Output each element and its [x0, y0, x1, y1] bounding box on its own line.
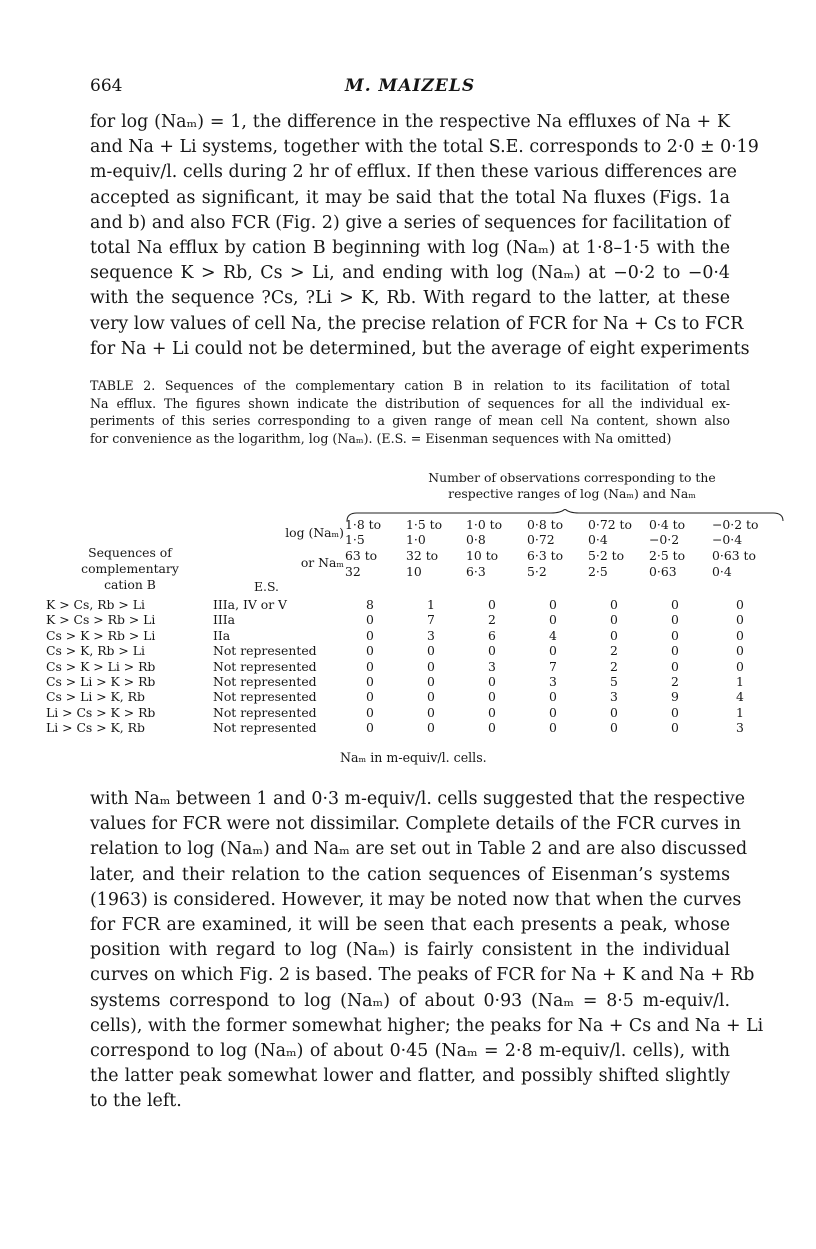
- paragraph-2: [90, 787, 764, 1115]
- text-line: position with regard to log (Naₘ) is fairly consistent in the individual: [90, 940, 730, 961]
- count-cell: 0: [427, 689, 435, 705]
- count-cell: 0: [671, 643, 679, 659]
- nam-range-to: 6·3: [466, 564, 486, 579]
- caption-line: periments of this series corresponding to a given range of mean cell Na content, shown also: [90, 413, 730, 429]
- text-line: for log (Naₘ) = 1, the difference in the respective Na effluxes of Na + K: [90, 112, 730, 132]
- caption-line: TABLE 2. Sequences of the complementary cation B in relation to its facilitation of total: [90, 378, 730, 393]
- nam-range-to: 5·2: [527, 564, 547, 579]
- sequence-header-line: cation B: [104, 577, 156, 592]
- count-cell: 0: [736, 627, 744, 643]
- count-cell: 0: [671, 597, 679, 612]
- es-cell: Not represented: [213, 720, 317, 736]
- count-cell: 0: [610, 720, 618, 736]
- count-cell: 0: [427, 674, 435, 689]
- nam-range-from: 63 to: [345, 548, 378, 563]
- text-line: very low values of cell Na, the precise relation of FCR for Na + Cs to FCR: [90, 313, 744, 334]
- count-cell: 0: [549, 689, 557, 705]
- es-cell: IIIa, IV or V: [213, 597, 287, 612]
- count-cell: 0: [549, 612, 557, 628]
- count-cell: 0: [671, 627, 679, 643]
- sequence-cell: Cs > K > Li > Rb: [46, 658, 156, 674]
- count-cell: 0: [488, 704, 496, 720]
- count-cell: 1: [736, 704, 744, 720]
- es-cell: Not represented: [213, 689, 317, 705]
- caption-line: for convenience as the logarithm, log (Naₘ). (E.S. = Eisenman sequences with Na omitted): [90, 430, 672, 446]
- count-cell: 0: [488, 643, 496, 659]
- nam-range-from: 2·5 to: [649, 548, 686, 563]
- nam-range-to: 0·63: [649, 564, 677, 579]
- count-cell: 0: [427, 720, 435, 736]
- count-cell: 0: [610, 612, 618, 628]
- log-range-from: 0·8 to: [527, 517, 564, 532]
- text-line: for Na + Li could not be determined, but the average of eight experiments: [90, 338, 750, 359]
- log-range-from: 0·4 to: [649, 517, 686, 532]
- page-number: 664: [90, 76, 123, 96]
- count-cell: 7: [427, 612, 435, 628]
- nam-range-to: 2·5: [588, 564, 608, 579]
- count-cell: 0: [549, 720, 557, 736]
- count-cell: 0: [488, 689, 496, 705]
- text-line: correspond to log (Naₘ) of about 0·45 (Naₘ = 2·8 m-equiv/l. cells), with: [90, 1041, 730, 1062]
- page-header: [90, 76, 730, 104]
- group-header-line: respective ranges of log (Naₘ) and Naₘ: [448, 486, 696, 501]
- log-range-from: 1·5 to: [406, 517, 443, 532]
- log-nam-label: log (Naₘ): [285, 525, 344, 540]
- count-cell: 0: [736, 612, 744, 628]
- log-range-from: −0·2 to: [712, 517, 759, 532]
- text-line: and Na + Li systems, together with the total S.E. corresponds to 2·0 ± 0·19: [90, 137, 759, 158]
- count-cell: 5: [610, 674, 618, 689]
- count-cell: 8: [366, 597, 374, 612]
- count-cell: 4: [549, 627, 557, 643]
- count-cell: 3: [488, 658, 496, 674]
- count-cell: 0: [671, 658, 679, 674]
- log-range-from: 1·0 to: [466, 517, 503, 532]
- sequence-cell: Cs > K > Rb > Li: [46, 627, 156, 643]
- count-cell: 1: [736, 674, 744, 689]
- caption-line: Na efflux. The figures shown indicate the distribution of sequences for all the individual ex-: [90, 395, 730, 411]
- log-range-to: 0·72: [527, 532, 555, 547]
- nam-label: or Naₘ: [300, 555, 344, 570]
- text-line: the latter peak somewhat lower and flatter, and possibly shifted slightly: [90, 1066, 730, 1087]
- count-cell: 0: [366, 627, 374, 643]
- log-range-to: −0·4: [712, 532, 743, 547]
- paragraph-1: [90, 110, 759, 362]
- count-cell: 4: [736, 689, 744, 705]
- text-line: for FCR are examined, it will be seen that each presents a peak, whose: [90, 915, 730, 936]
- es-cell: IIa: [213, 627, 231, 643]
- count-cell: 0: [366, 720, 374, 736]
- count-cell: 0: [366, 689, 374, 705]
- sequence-cell: Li > Cs > K, Rb: [46, 720, 145, 736]
- count-cell: 1: [427, 597, 435, 612]
- count-cell: 0: [427, 704, 435, 720]
- group-header-line: Number of observations corresponding to the: [428, 470, 716, 485]
- count-cell: 3: [736, 720, 744, 736]
- nam-range-from: 5·2 to: [588, 548, 625, 563]
- text-line: systems correspond to log (Naₘ) of about 0·93 (Naₘ = 8·5 m-equiv/l.: [90, 990, 730, 1011]
- sequence-header-line: complementary: [81, 561, 179, 576]
- count-cell: 0: [736, 643, 744, 659]
- count-cell: 0: [610, 704, 618, 720]
- nam-range-to: 10: [406, 564, 422, 579]
- count-cell: 2: [488, 612, 496, 628]
- count-cell: 7: [549, 658, 557, 674]
- count-cell: 0: [366, 674, 374, 689]
- count-cell: 2: [610, 658, 618, 674]
- sequence-cell: Li > Cs > K > Rb: [46, 704, 156, 720]
- es-cell: Not represented: [213, 674, 317, 689]
- es-cell: IIIa: [213, 612, 236, 628]
- log-range-to: −0·2: [649, 532, 680, 547]
- count-cell: 0: [366, 612, 374, 628]
- text-line: m-equiv/l. cells during 2 hr of efflux. If then these various differences are: [90, 162, 737, 183]
- text-line: curves on which Fig. 2 is based. The peaks of FCR for Na + K and Na + Rb: [90, 965, 755, 986]
- text-line: sequence K > Rb, Cs > Li, and ending with log (Naₘ) at −0·2 to −0·4: [90, 263, 730, 284]
- count-cell: 3: [427, 627, 435, 643]
- count-cell: 0: [427, 643, 435, 659]
- count-cell: 2: [610, 643, 618, 659]
- log-range-to: 0·8: [466, 532, 486, 547]
- count-cell: 0: [427, 658, 435, 674]
- log-range-to: 1·0: [406, 532, 426, 547]
- count-cell: 3: [610, 689, 618, 705]
- log-range-from: 0·72 to: [588, 517, 632, 532]
- count-cell: 0: [366, 643, 374, 659]
- sequence-header-line: Sequences of: [88, 545, 172, 560]
- count-cell: 0: [488, 720, 496, 736]
- nam-range-from: 6·3 to: [527, 548, 564, 563]
- nam-range-from: 0·63 to: [712, 548, 756, 563]
- count-cell: 0: [671, 704, 679, 720]
- count-cell: 0: [671, 612, 679, 628]
- count-cell: 0: [549, 643, 557, 659]
- text-line: cells), with the former somewhat higher; the peaks for Na + Cs and Na + Li: [90, 1015, 764, 1036]
- log-range-to: 0·4: [588, 532, 608, 547]
- log-range-to: 1·5: [345, 532, 365, 547]
- running-head: M. MAIZELS: [344, 76, 476, 96]
- log-range-from: 1·8 to: [345, 517, 382, 532]
- count-cell: 0: [610, 627, 618, 643]
- count-cell: 2: [671, 674, 679, 689]
- text-line: to the left.: [90, 1091, 182, 1112]
- sequence-cell: Cs > K, Rb > Li: [46, 643, 145, 659]
- table-caption: [90, 377, 730, 447]
- text-line: values for FCR were not dissimilar. Complete details of the FCR curves in: [90, 814, 741, 835]
- count-cell: 0: [366, 658, 374, 674]
- sequence-cell: K > Cs, Rb > Li: [46, 597, 145, 612]
- count-cell: 0: [366, 704, 374, 720]
- text-line: total Na efflux by cation B beginning with log (Naₘ) at 1·8–1·5 with the: [90, 238, 730, 259]
- text-line: (1963) is considered. However, it may be noted now that when the curves: [90, 889, 742, 910]
- es-cell: Not represented: [213, 658, 317, 674]
- data-table: [40, 470, 800, 770]
- text-line: later, and their relation to the cation sequences of Eisenman’s systems: [90, 864, 730, 885]
- es-cell: Not represented: [213, 643, 317, 659]
- text-line: accepted as significant, it may be said that the total Na fluxes (Figs. 1a: [90, 187, 730, 208]
- count-cell: 9: [671, 689, 679, 705]
- count-cell: 0: [736, 597, 744, 612]
- text-line: with Naₘ between 1 and 0·3 m-equiv/l. cells suggested that the respective: [90, 789, 746, 809]
- table-footnote: Naₘ in m-equiv/l. cells.: [340, 750, 487, 765]
- text-line: relation to log (Naₘ) and Naₘ are set out in Table 2 and are also discussed: [90, 839, 748, 860]
- sequence-cell: K > Cs > Rb > Li: [46, 612, 156, 628]
- nam-range-from: 32 to: [406, 548, 439, 563]
- text-line: and b) and also FCR (Fig. 2) give a series of sequences for facilitation of: [90, 212, 730, 233]
- count-cell: 0: [610, 597, 618, 612]
- count-cell: 0: [549, 704, 557, 720]
- nam-range-to: 32: [345, 564, 361, 579]
- sequence-cell: Cs > Li > K > Rb: [46, 674, 156, 689]
- es-label: E.S.: [254, 579, 279, 594]
- nam-range-from: 10 to: [466, 548, 499, 563]
- sequence-cell: Cs > Li > K, Rb: [46, 689, 145, 705]
- count-cell: 0: [671, 720, 679, 736]
- nam-range-to: 0·4: [712, 564, 732, 579]
- count-cell: 0: [488, 597, 496, 612]
- count-cell: 6: [488, 627, 496, 643]
- count-cell: 0: [488, 674, 496, 689]
- count-cell: 0: [736, 658, 744, 674]
- text-line: with the sequence ?Cs, ?Li > K, Rb. With regard to the latter, at these: [90, 288, 730, 309]
- count-cell: 3: [549, 674, 557, 689]
- count-cell: 0: [549, 597, 557, 612]
- es-cell: Not represented: [213, 704, 317, 720]
